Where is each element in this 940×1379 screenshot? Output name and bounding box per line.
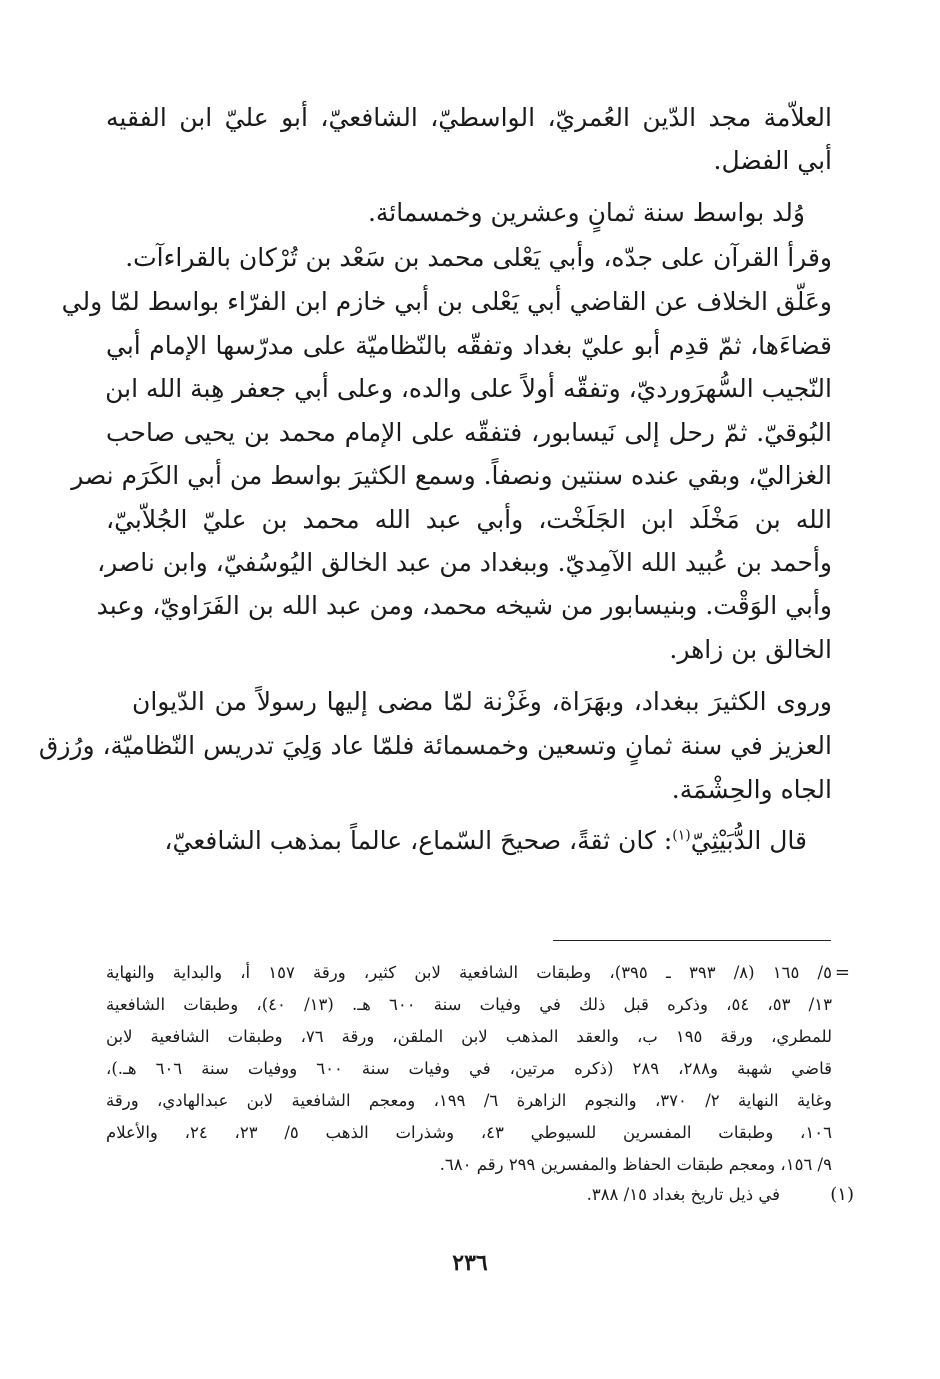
body-line: العزيز في سنة ثمانٍ وتسعين وخمسمائة فلمّا عاد وَلِيَ تدريس النّظاميّة، ورُزق bbox=[38, 731, 832, 760]
footnote-separator bbox=[553, 940, 831, 941]
body-line: وقرأ القرآن على جدّه، وأبي يَعْلى محمد بن سَعْد بن تُرْكان بالقراءآت. bbox=[125, 243, 832, 272]
body-line: العلاّمة مجد الدّين العُمريّ، الواسطيّ، الشافعيّ، أبو عليّ ابن الفقيه bbox=[106, 103, 832, 132]
footnote-number: (١) bbox=[830, 1184, 854, 1205]
footnote-line: ٥/ ١٦٥ (٨/ ٣٩٣ ـ ٣٩٥)، وطبقات الشافعية لابن كثير، ورقة ١٥٧ أ، والبداية والنهاية bbox=[106, 963, 832, 982]
quote-text: : كان ثقةً، صحيحَ السّماع، عالماً بمذهب الشافعيّ، bbox=[164, 826, 673, 855]
footnote-line: وغاية النهاية ٢/ ٣٧٠، والنجوم الزاهرة ٦/ ١٩٩، ومعجم الشافعية لابن عبدالهادي، ورقة bbox=[106, 1091, 833, 1110]
body-line: وأبي الوَقْت. وبنيسابور من شيخه محمد، ومن عبد الله بن الفَرَاويّ، وعبد bbox=[96, 591, 832, 620]
body-line: وروى الكثيرَ ببغداد، وبهَرَاة، وغَزْنة لمّا مضى إليها رسولاً من الدّيوان bbox=[132, 687, 832, 716]
body-line-with-note bbox=[107, 819, 807, 863]
body-line: الغزاليّ، وبقي عنده سنتين ونصفاً. وسمع الكثيرَ بواسط من أبي الكَرَم نصر bbox=[71, 461, 832, 490]
body-line: الجاه والحِشْمَة. bbox=[671, 775, 832, 804]
body-line: قضاءَها، ثمّ قدِم أبو عليّ بغداد وتفقّه بالنّظاميّة على مدرّسها الإمام أبي bbox=[106, 331, 832, 360]
body-line: وأحمد بن عُبيد الله الآمِديّ. وببغداد من عبد الخالق اليُوسُفيّ، وابن ناصر، bbox=[97, 548, 832, 577]
body-line: البُوقيّ. ثمّ رحل إلى نَيسابور، فتفقّه على الإمام محمد بن يحيى صاحب bbox=[106, 418, 832, 447]
footnote-reference[interactable]: (١) bbox=[672, 827, 691, 844]
page-number: ٢٣٦ bbox=[452, 1250, 488, 1276]
footnote-line: ١٠٦، وطبقات المفسرين للسيوطي ٤٣، وشذرات الذهب ٥/ ٢٣، ٢٤، والأعلام bbox=[106, 1123, 832, 1142]
body-line: الله بن مَخْلَد ابن الجَلَخْت، وأبي عبد الله محمد بن عليّ الجُلاّبيّ، bbox=[106, 505, 832, 534]
quoted-author: قال الدُّبَيْثِيّ bbox=[690, 826, 807, 855]
footnote-text: في ذيل تاريخ بغداد ١٥/ ٣٨٨. bbox=[586, 1185, 780, 1204]
body-line: وُلد بواسط سنة ثمانٍ وعشرين وخمسمائة. bbox=[367, 198, 805, 227]
footnote-line: قاضي شهبة و٢٨٨، ٢٨٩ (ذكره مرتين، في وفيات سنة ٦٠٠ ووفيات سنة ٦٠٦ هـ.)، bbox=[106, 1059, 832, 1078]
footnote-line: للمطري، ورقة ١٩٥ ب، والعقد المذهب لابن الملقن، ورقة ٧٦، وطبقات الشافعية لابن bbox=[106, 1027, 832, 1046]
body-line: أبي الفضل. bbox=[713, 146, 832, 175]
footnote-line: ١٣/ ٥٣، ٥٤، وذكره قبل ذلك في وفيات سنة ٦٠٠ هـ. (١٣/ ٤٠)، وطبقات الشافعية bbox=[106, 995, 832, 1014]
footnote-continuation-marker: = bbox=[834, 962, 850, 983]
body-line: الخالق بن زاهر. bbox=[669, 635, 832, 664]
footnote-line: ٩/ ١٥٦، ومعجم طبقات الحفاظ والمفسرين ٢٩٩ رقم ٦٨٠. bbox=[439, 1155, 832, 1174]
body-line: النّجيب السُّهرَورديّ، وتفقّه أولاً على والده، وعلى أبي جعفر هِبة الله ابن bbox=[105, 374, 832, 403]
body-line: وعَلّق الخلاف عن القاضي أبي يَعْلى بن أبي خازم ابن الفرّاء بواسط لمّا ولي bbox=[61, 287, 832, 316]
